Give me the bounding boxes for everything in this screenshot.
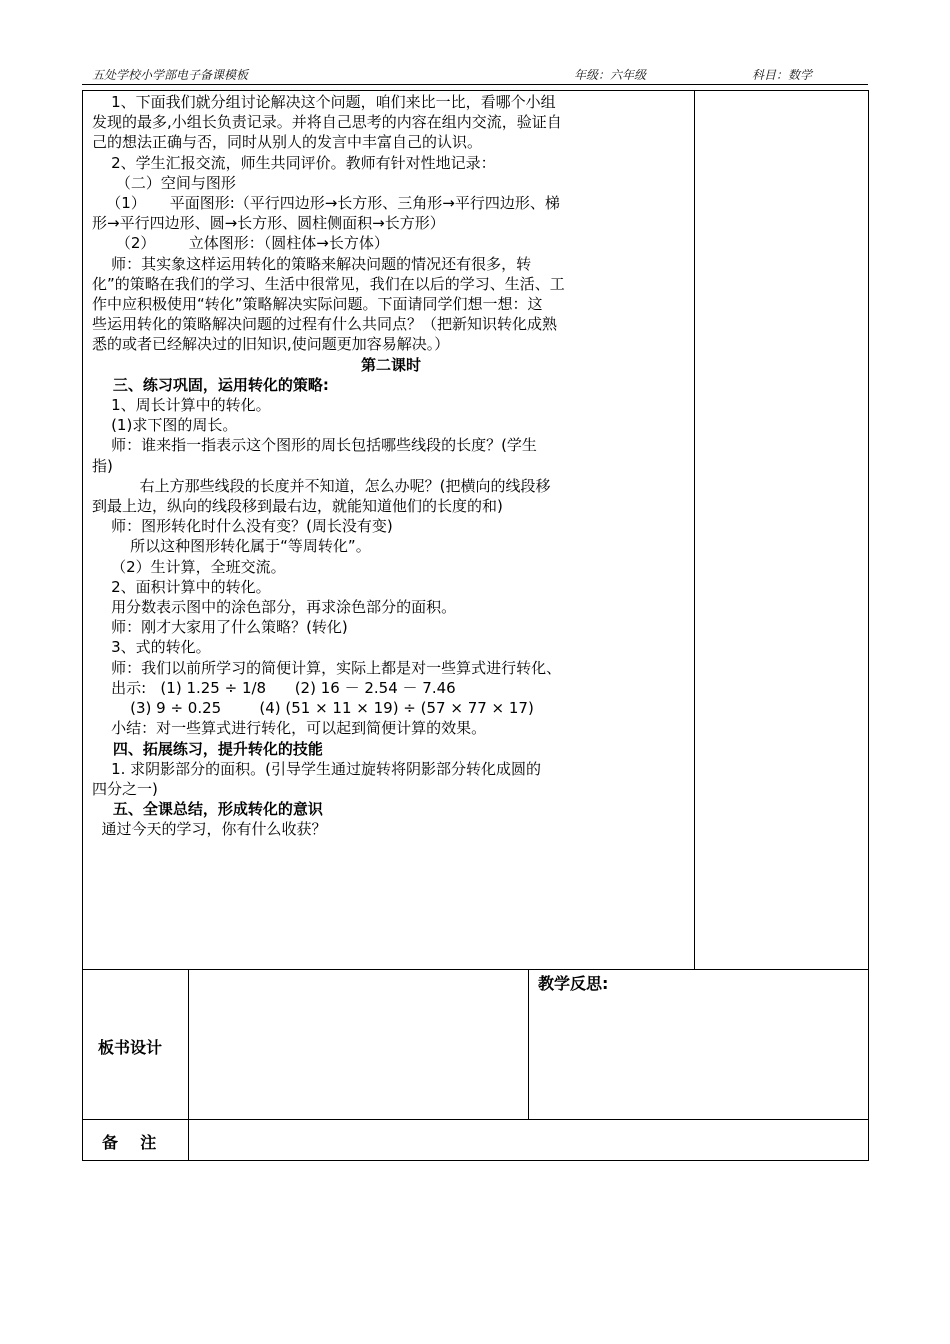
content-line: （二）空间与图形 [92,173,236,192]
lesson-content [92,92,690,840]
content-line: 所以这种图形转化属于“等周转化”。 [92,537,371,556]
content-line: 四分之一) [92,779,158,798]
content-line: 悉的或者已经解决过的旧知识,使问题更加容易解决。） [92,335,450,354]
table-left-border [82,90,83,1161]
remarks-label: 备 注 [102,1133,157,1152]
table-right-border [868,90,869,1161]
header-rule [82,84,868,85]
content-line: 3、式的转化。 [92,638,211,657]
row-divider-remarks [82,1119,869,1120]
content-line: 右上方那些线段的长度并不知道，怎么办呢？(把横向的线段移 [92,476,551,495]
content-line: 指) [92,456,113,475]
reflection-label: 教学反思: [538,974,609,993]
content-line: 师：谁来指一指表示这个图形的周长包括哪些线段的长度？(学生 [92,436,537,455]
content-line: (3) 9 ÷ 0.25 (4) (51 × 11 × 19) ÷ (57 × 77 × 17) [92,699,534,718]
header-grade: 年级：六年级 [574,68,647,82]
content-line: 些运用转化的策略解决问题的过程有什么共同点？（把新知识转化成熟 [92,315,558,334]
header-school-name: 五处学校小学部电子备课模板 [92,68,249,82]
header-subject: 科目：数学 [752,68,813,82]
table-top-border [82,90,869,91]
content-line: 四、拓展练习，提升转化的技能 [92,739,323,758]
content-line: 2、学生汇报交流，师生共同评价。教师有针对性地记录： [92,153,496,172]
content-line: 1. 求阴影部分的面积。(引导学生通过旋转将阴影部分转化成圆的 [92,759,542,778]
content-line: 师：刚才大家用了什么策略？(转化) [92,618,348,637]
content-line: 发现的最多,小组长负责记录。并将自己思考的内容在组内交流，验证自 [92,113,562,132]
content-line: （2）生计算，全班交流。 [92,557,286,576]
content-line: 到最上边，纵向的线段移到最右边，就能知道他们的长度的和) [92,497,503,516]
content-line: 1、下面我们就分组讨论解决这个问题，咱们来比一比，看哪个小组 [92,93,556,111]
content-line: 形→平行四边形、圆→长方形、圆柱侧面积→长方形） [92,214,445,233]
content-line: 作中应积极使用“转化”策略解决实际问题。下面请同学们想一想：这 [92,295,543,314]
label-column-divider [188,969,189,1161]
row-divider-board [82,969,869,970]
content-line: 第二课时 [360,355,421,374]
content-line: 师：其实象这样运用转化的策略来解决问题的情况还有很多，转 [92,254,532,273]
content-line: 通过今天的学习，你有什么收获？ [92,820,327,839]
content-line: 师：图形转化时什么没有变？(周长没有变) [92,517,393,536]
content-line: （1） 平面图形:（平行四边形→长方形、三角形→平行四边形、梯 [92,194,560,213]
content-line: (1)求下图的周长。 [92,416,238,435]
content-line: 三、练习巩固，运用转化的策略: [92,375,329,394]
content-line: （2） 立体图形：（圆柱体→长方体） [92,234,389,253]
content-line: 用分数表示图中的涂色部分，再求涂色部分的面积。 [92,598,457,617]
content-line: 小结：对一些算式进行转化，可以起到简便计算的效果。 [92,719,487,738]
content-line: 1、周长计算中的转化。 [92,396,271,415]
notes-column-divider [694,90,695,969]
content-line: 己的想法正确与否，同时从别人的发言中丰富自己的认识。 [92,133,483,152]
content-line: 五、全课总结，形成转化的意识 [92,800,323,819]
reflection-column-divider [528,969,529,1119]
content-line: 师：我们以前所学习的简便计算，实际上都是对一些算式进行转化、 [92,658,562,677]
content-line: 2、面积计算中的转化。 [92,577,271,596]
table-bottom-border [82,1160,869,1161]
content-line: 化”的策略在我们的学习、生活中很常见，我们在以后的学习、生活、工 [92,274,565,293]
content-line: 出示: (1) 1.25 ÷ 1/8 (2) 16 － 2.54 － 7.46 [92,678,456,697]
board-design-label: 板书设计 [98,1038,163,1057]
